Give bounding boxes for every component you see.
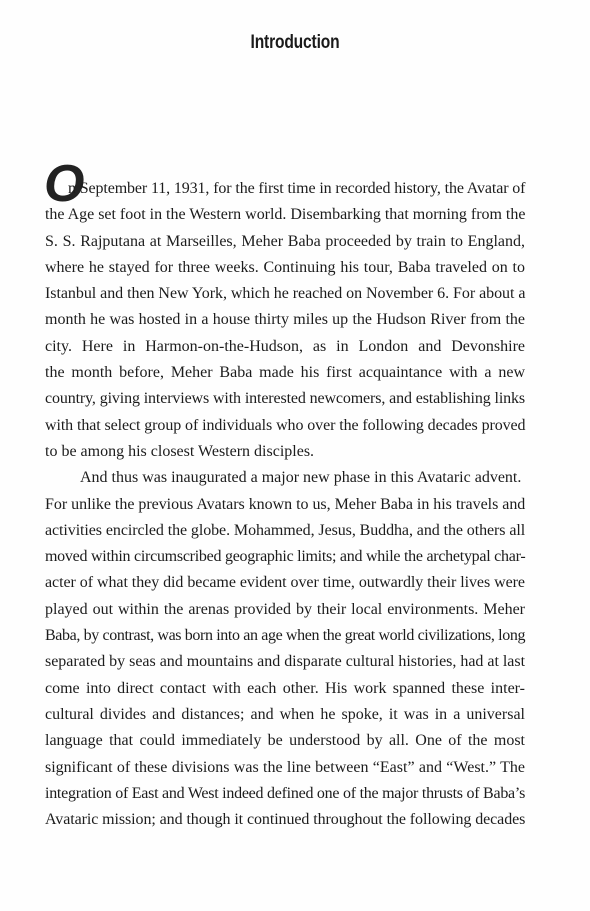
text-line: separated by seas and mountains and disparate cultural histories, had at last [45,653,525,671]
text-line: And thus was inaugurated a major new phase in this Avataric advent. [80,469,522,487]
chapter-heading: Introduction [250,32,340,53]
text-line: S. S. Rajputana at Marseilles, Meher Baba proceeded by train to England, [45,232,525,250]
text-line: the month before, Meher Baba made his first acquaintance with a new [45,364,525,382]
paragraph-2 [45,465,525,833]
paragraph-1 [45,176,525,465]
text-line: cultural divides and distances; and when he spoke, it was in a universal [45,705,525,723]
text-line: n September 11, 1931, for the first time in recorded history, the Avatar of [68,180,526,197]
text-line: significant of these divisions was the line between “East” and “West.” The [45,758,525,776]
text-line: country, giving interviews with interested newcomers, and establishing links [45,390,525,408]
text-line: the Age set foot in the Western world. Disembarking that morning from the [45,206,526,224]
text-line: acter of what they did became evident over time, outwardly their lives were [45,574,525,592]
text-line: where he stayed for three weeks. Continuing his tour, Baba traveled on to [45,258,525,276]
text-line: language that could immediately be understood by all. One of the most [45,732,525,750]
text-line: activities encircled the globe. Mohammed, Jesus, Buddha, and the others all [45,521,526,539]
text-line: come into direct contact with each other. His work spanned these inter- [45,679,525,697]
text-line: with that select group of individuals who over the following decades proved [45,416,526,434]
text-line: For unlike the previous Avatars known to us, Meher Baba in his travels and [45,495,526,513]
text-line: month he was hosted in a house thirty miles up the Hudson River from the [45,311,525,329]
text-line: Baba, by contrast, was born into an age when the great world civilizations, long [45,627,526,645]
text-line: Istanbul and then New York, which he reached on November 6. For about a [45,285,526,303]
text-line: to be among his closest Western disciples. [45,442,315,460]
drop-cap: O [44,155,85,213]
text-line: city. Here in Harmon-on-the-Hudson, as in London and Devonshire [45,337,525,355]
body-text [45,176,525,833]
text-line: integration of East and West indeed defined one of the major thrusts of Baba’s [45,784,526,802]
text-line: moved within circumscribed geographic limits; and while the archetypal char- [45,548,526,566]
text-line: played out within the arenas provided by their local environments. Meher [45,600,525,618]
text-line: Avataric mission; and though it continued throughout the following decades [45,811,526,829]
